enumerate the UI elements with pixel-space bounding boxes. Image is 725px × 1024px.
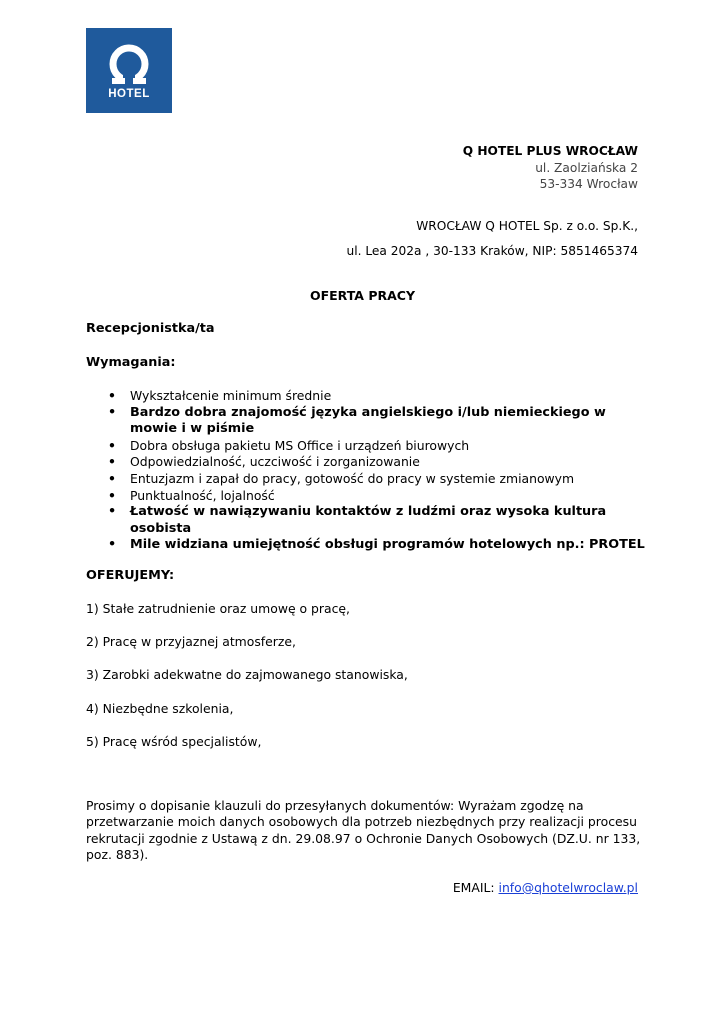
requirements-list xyxy=(86,388,646,554)
contact-email xyxy=(453,880,638,895)
company-name: WROCŁAW Q HOTEL Sp. z o.o. Sp.K., xyxy=(416,219,638,233)
requirement-item: • Punktualność, lojalność xyxy=(86,488,646,505)
offer-item: 1) Stałe zatrudnienie oraz umowę o pracę, xyxy=(86,601,350,616)
hotel-logo xyxy=(86,28,172,113)
company-address: ul. Lea 202a , 30-133 Kraków, NIP: 5851465374 xyxy=(346,244,638,258)
requirement-item: • Entuzjazm i zapał do pracy, gotowość do pracy w systemie zmianowym xyxy=(86,471,646,488)
hotel-name: Q HOTEL PLUS WROCŁAW xyxy=(462,144,638,158)
position-title: Recepcjonistka/ta xyxy=(86,321,215,336)
offer-item: 2) Pracę w przyjaznej atmosferze, xyxy=(86,634,296,649)
document-title: OFERTA PRACY xyxy=(309,288,416,303)
requirement-item: • Dobra obsługa pakietu MS Office i urządzeń biurowych xyxy=(86,438,646,455)
email-link[interactable]: info@qhotelwroclaw.pl xyxy=(498,880,638,895)
email-label: EMAIL: xyxy=(452,880,495,895)
hotel-street: ul. Zaolziańska 2 xyxy=(535,161,638,175)
requirement-item: • Wykształcenie minimum średnie xyxy=(86,388,646,405)
offer-item: 4) Niezbędne szkolenia, xyxy=(86,701,234,716)
logo-word: HOTEL xyxy=(108,88,150,100)
requirements-heading: Wymagania: xyxy=(86,355,176,370)
gdpr-clause: Prosimy o dopisanie klauzuli do przesyłanych dokumentów: Wyrażam zgodzę na przetwarzanie moich danych osobowych dla potrzeb niezbędnych przy realizacji procesu rekrutacji zgodnie z Ustawą z dn. 29.08.97 o Ochronie Danych Osobowych (DZ.U. nr 133, poz. 883). xyxy=(86,798,641,863)
q-letter-icon xyxy=(86,28,172,113)
requirement-item: • Łatwość w nawiązywaniu kontaktów z ludźmi oraz wysoka kultura osobista xyxy=(86,504,646,537)
offer-item: 5) Pracę wśród specjalistów, xyxy=(86,734,262,749)
hotel-city: 53-334 Wrocław xyxy=(539,177,638,191)
requirement-item: • Bardzo dobra znajomość języka angielskiego i/lub niemieckiego w mowie i w piśmie xyxy=(86,405,646,438)
requirement-item: • Mile widziana umiejętność obsługi programów hotelowych np.: PROTEL xyxy=(86,537,646,554)
requirement-item: • Odpowiedzialność, uczciwość i zorganizowanie xyxy=(86,454,646,471)
offer-item: 3) Zarobki adekwatne do zajmowanego stanowiska, xyxy=(86,667,408,682)
offer-heading: OFERUJEMY: xyxy=(86,568,175,583)
